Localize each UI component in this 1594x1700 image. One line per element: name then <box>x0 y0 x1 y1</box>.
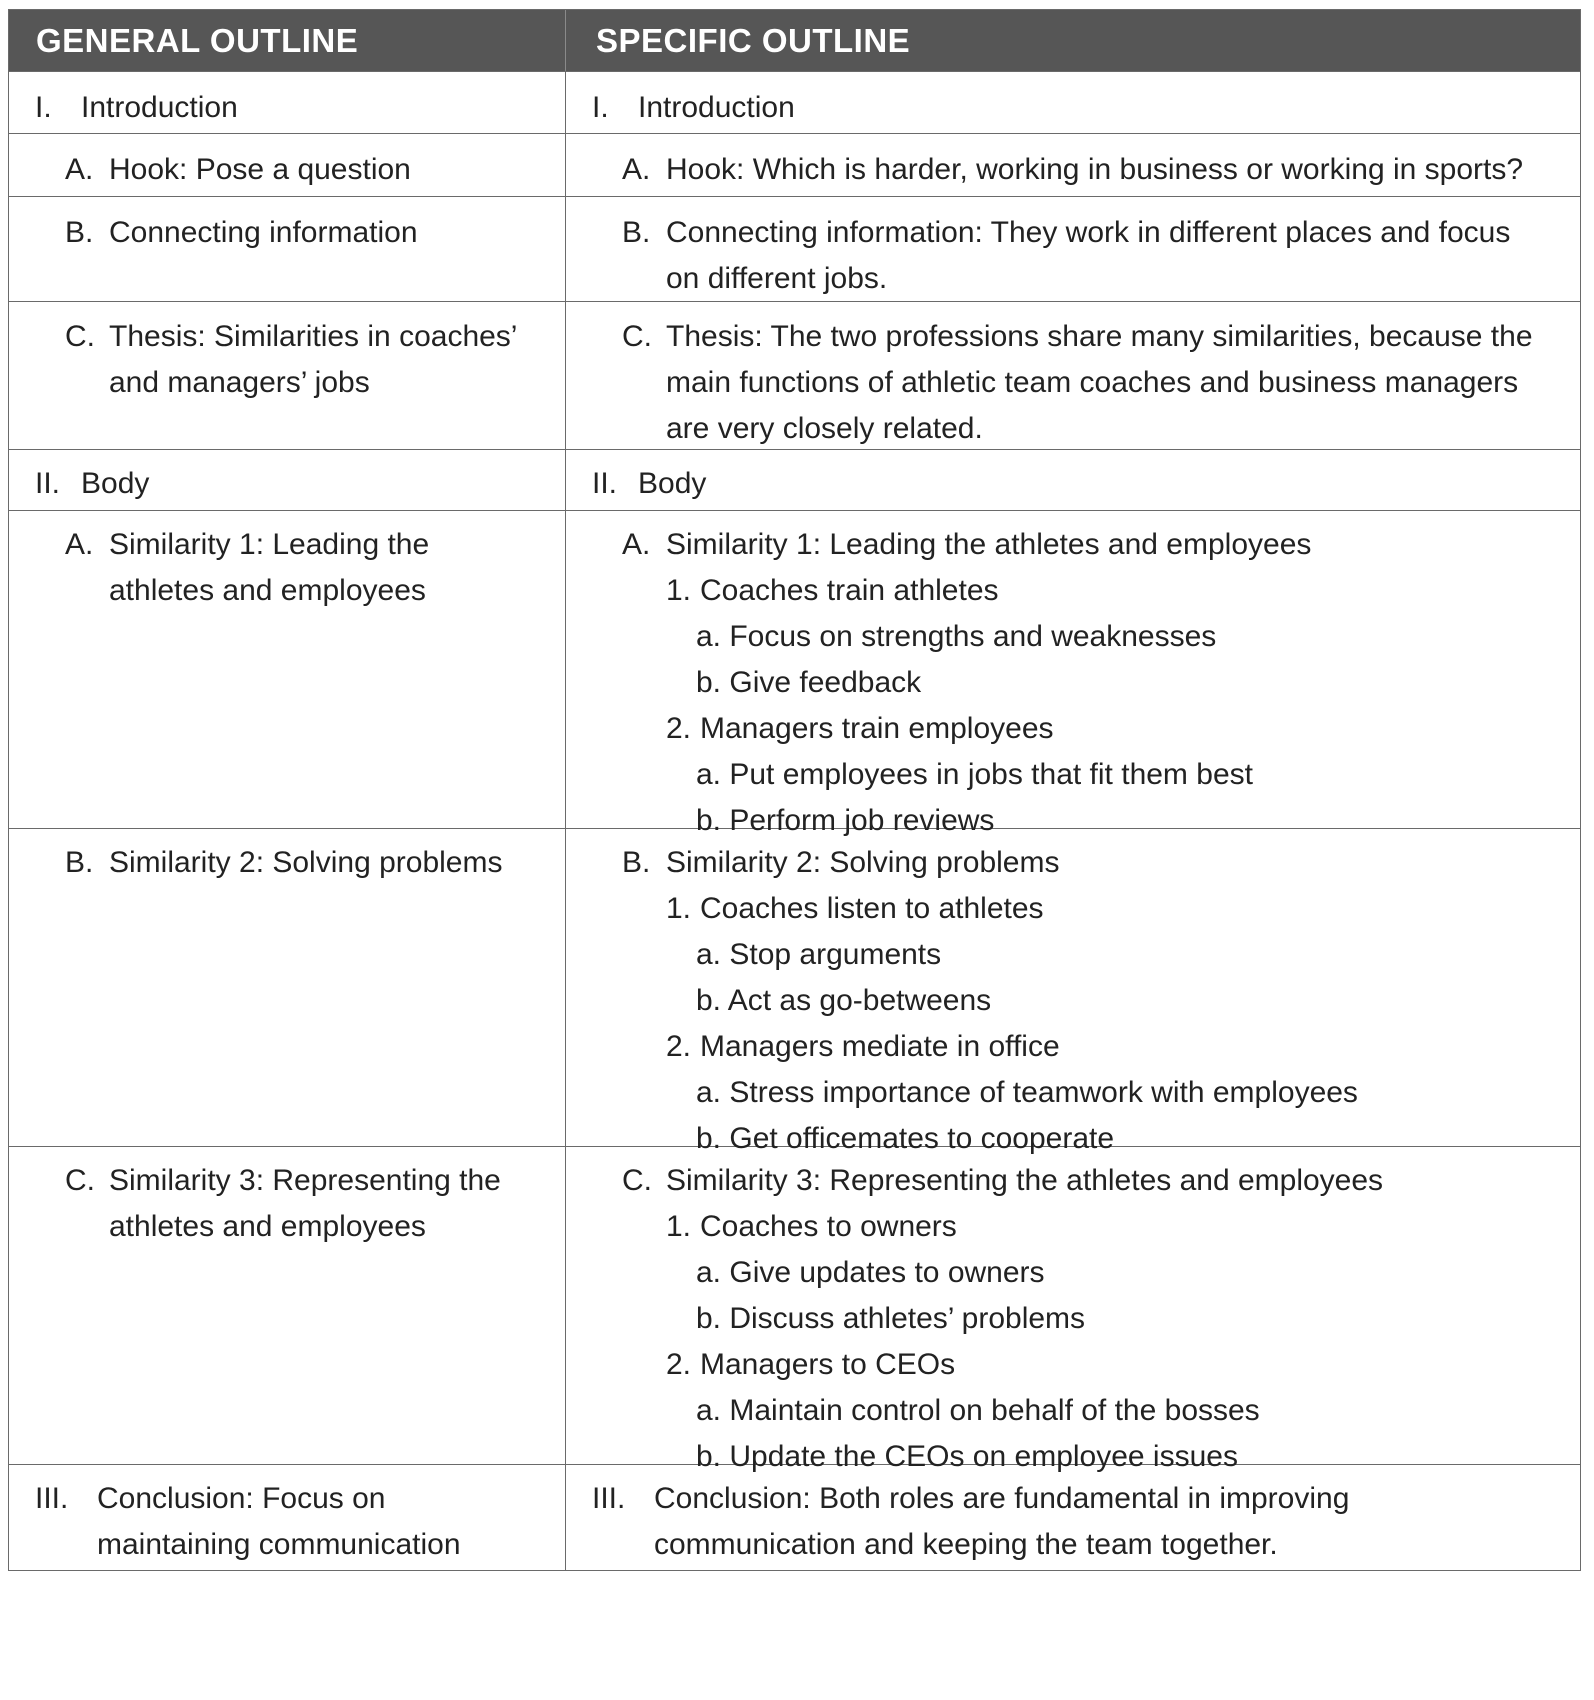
outline-marker: C. <box>65 1164 95 1197</box>
sub-point-marker: 2. <box>666 1348 692 1381</box>
outline-entry <box>622 147 1523 193</box>
specific-outline-cell <box>566 450 1580 510</box>
outline-table <box>8 9 1581 1571</box>
sub-sub-point-text: b. Act as go-betweens <box>696 984 992 1017</box>
outline-row <box>9 1146 1580 1473</box>
outline-row <box>9 828 1580 1155</box>
general-outline-cell <box>9 829 566 1146</box>
outline-entry <box>622 210 1510 302</box>
outline-text: Similarity 2: Solving problems <box>666 846 1060 879</box>
sub-point <box>622 568 1311 614</box>
outline-text: athletes and employees <box>109 1210 426 1243</box>
outline-entry <box>592 461 706 507</box>
outline-marker: B. <box>65 216 94 249</box>
specific-outline-header: SPECIFIC OUTLINE <box>596 22 911 59</box>
outline-text: Introduction <box>81 91 238 124</box>
outline-line <box>622 522 1311 568</box>
sub-sub-point <box>622 978 1358 1024</box>
sub-sub-point-text: b. Update the CEOs on employee issues <box>696 1440 1238 1473</box>
outline-marker: C. <box>622 320 652 353</box>
outline-marker: II. <box>35 467 61 500</box>
specific-outline-cell <box>566 134 1580 196</box>
outline-entry <box>592 85 795 131</box>
sub-sub-point-text: b. Get officemates to cooperate <box>696 1122 1115 1155</box>
outline-marker <box>65 1204 109 1250</box>
outline-text: communication and keeping the team together. <box>654 1528 1278 1561</box>
outline-line <box>65 360 517 406</box>
outline-line <box>65 568 429 614</box>
outline-line <box>592 461 706 507</box>
outline-text: Similarity 3: Representing the <box>109 1164 501 1197</box>
outline-row <box>9 510 1580 837</box>
sub-sub-point-text: a. Give updates to owners <box>696 1256 1045 1289</box>
sub-point-text: Coaches listen to athletes <box>700 892 1044 925</box>
sub-sub-point <box>622 752 1311 798</box>
outline-text: Similarity 3: Representing the athletes and employees <box>666 1164 1384 1197</box>
outline-marker: B. <box>622 846 651 879</box>
outline-marker: III. <box>592 1482 626 1515</box>
outline-marker <box>35 1522 97 1568</box>
sub-point <box>622 1024 1358 1070</box>
outline-text: on different jobs. <box>666 262 888 295</box>
sub-sub-point-text: a. Maintain control on behalf of the bosses <box>696 1394 1260 1427</box>
outline-marker: A. <box>622 528 651 561</box>
sub-point-marker: 2. <box>666 1030 692 1063</box>
outline-text: are very closely related. <box>666 412 983 445</box>
outline-text: Similarity 1: Leading the athletes and employees <box>666 528 1312 561</box>
outline-row <box>9 71 1580 133</box>
outline-line <box>65 314 517 360</box>
outline-entry <box>35 85 238 131</box>
sub-sub-point <box>622 932 1358 978</box>
sub-sub-point <box>622 614 1311 660</box>
outline-text: Hook: Pose a question <box>109 153 411 186</box>
outline-marker: A. <box>65 153 94 186</box>
outline-line <box>65 210 418 256</box>
specific-outline-cell <box>566 302 1580 449</box>
outline-text: Thesis: The two professions share many similarities, because the <box>666 320 1533 353</box>
general-outline-cell <box>9 511 566 828</box>
outline-entry <box>622 314 1533 452</box>
outline-text: Connecting information <box>109 216 418 249</box>
sub-sub-point <box>622 1388 1383 1434</box>
outline-entry <box>65 840 502 886</box>
sub-point-marker: 1. <box>666 1210 692 1243</box>
sub-point-text: Coaches train athletes <box>700 574 999 607</box>
outline-line <box>65 1158 501 1204</box>
sub-point <box>622 886 1358 932</box>
specific-outline-cell <box>566 72 1580 133</box>
outline-marker: I. <box>592 91 609 124</box>
outline-row <box>9 196 1580 301</box>
general-outline-cell <box>9 1465 566 1570</box>
sub-point-text: Managers train employees <box>700 712 1054 745</box>
outline-marker: I. <box>35 91 52 124</box>
outline-marker: B. <box>622 216 651 249</box>
outline-entry <box>65 1158 501 1250</box>
table-header-row <box>9 10 1580 71</box>
outline-line <box>35 461 149 507</box>
outline-text: Conclusion: Both roles are fundamental in improving <box>654 1482 1350 1515</box>
outline-line <box>35 85 238 131</box>
sub-sub-point-text: b. Perform job reviews <box>696 804 995 837</box>
outline-line <box>35 1476 461 1522</box>
outline-text: and managers’ jobs <box>109 366 370 399</box>
outline-line <box>622 256 1510 302</box>
sub-sub-point <box>622 1250 1383 1296</box>
outline-line <box>592 1476 1349 1522</box>
outline-row <box>9 301 1580 449</box>
sub-point <box>622 1204 1383 1250</box>
outline-line <box>622 1158 1383 1204</box>
outline-text: Body <box>81 467 150 500</box>
outline-entry <box>65 314 517 406</box>
outline-entry <box>622 522 1311 844</box>
outline-line <box>65 147 411 193</box>
outline-line <box>592 85 795 131</box>
outline-line <box>622 360 1533 406</box>
outline-marker <box>622 256 666 302</box>
outline-marker: C. <box>65 320 95 353</box>
outline-entry <box>622 840 1358 1162</box>
outline-line <box>65 1204 501 1250</box>
sub-point-marker: 1. <box>666 574 692 607</box>
sub-point-text: Managers mediate in office <box>700 1030 1060 1063</box>
sub-sub-point-text: b. Discuss athletes’ problems <box>696 1302 1086 1335</box>
sub-sub-point-text: a. Stress importance of teamwork with employees <box>696 1076 1358 1109</box>
outline-marker: B. <box>65 846 94 879</box>
sub-sub-point <box>622 1070 1358 1116</box>
outline-marker: C. <box>622 1164 652 1197</box>
sub-sub-point-text: b. Give feedback <box>696 666 922 699</box>
sub-point-text: Managers to CEOs <box>700 1348 956 1381</box>
outline-marker: A. <box>622 153 651 186</box>
outline-entry <box>592 1476 1349 1568</box>
outline-line <box>622 314 1533 360</box>
outline-marker <box>65 360 109 406</box>
outline-line <box>622 210 1510 256</box>
outline-row <box>9 449 1580 510</box>
general-outline-header: GENERAL OUTLINE <box>9 10 566 71</box>
outline-marker <box>622 406 666 452</box>
outline-marker <box>65 568 109 614</box>
outline-text: maintaining communication <box>97 1528 461 1561</box>
sub-point-text: Coaches to owners <box>700 1210 957 1243</box>
outline-line <box>622 406 1533 452</box>
outline-entry <box>35 461 149 507</box>
general-outline-cell <box>9 197 566 301</box>
specific-outline-cell <box>566 511 1580 837</box>
general-outline-cell <box>9 72 566 133</box>
outline-entry <box>35 1476 461 1568</box>
outline-entry <box>65 522 429 614</box>
outline-entry <box>622 1158 1383 1480</box>
outline-text: athletes and employees <box>109 574 426 607</box>
outline-text: Connecting information: They work in different places and focus <box>666 216 1511 249</box>
outline-row <box>9 1464 1580 1570</box>
specific-outline-cell <box>566 197 1580 301</box>
outline-text: Introduction <box>638 91 795 124</box>
general-outline-cell <box>9 302 566 449</box>
outline-row <box>9 133 1580 196</box>
outline-line <box>65 840 502 886</box>
outline-marker <box>622 360 666 406</box>
outline-entry <box>65 147 411 193</box>
outline-text: Similarity 2: Solving problems <box>109 846 503 879</box>
outline-line <box>622 147 1523 193</box>
outline-marker: A. <box>65 528 94 561</box>
outline-marker <box>592 1522 654 1568</box>
outline-marker: II. <box>592 467 618 500</box>
specific-outline-cell <box>566 1465 1580 1570</box>
outline-marker: III. <box>35 1482 69 1515</box>
outline-line <box>65 522 429 568</box>
general-outline-cell <box>9 450 566 510</box>
outline-entry <box>65 210 418 256</box>
specific-outline-cell <box>566 829 1580 1155</box>
sub-point-marker: 1. <box>666 892 692 925</box>
sub-sub-point-text: a. Put employees in jobs that fit them best <box>696 758 1253 791</box>
sub-sub-point <box>622 1296 1383 1342</box>
outline-line <box>35 1522 461 1568</box>
sub-point <box>622 1342 1383 1388</box>
sub-sub-point-text: a. Focus on strengths and weaknesses <box>696 620 1217 653</box>
sub-point <box>622 706 1311 752</box>
outline-text: Body <box>638 467 707 500</box>
outline-text: Conclusion: Focus on <box>97 1482 386 1515</box>
sub-sub-point <box>622 660 1311 706</box>
general-outline-cell <box>9 1147 566 1464</box>
outline-text: Thesis: Similarities in coaches’ <box>109 320 518 353</box>
general-outline-cell <box>9 134 566 196</box>
outline-text: Hook: Which is harder, working in business or working in sports? <box>666 153 1524 186</box>
sub-sub-point-text: a. Stop arguments <box>696 938 942 971</box>
sub-point-marker: 2. <box>666 712 692 745</box>
outline-line <box>592 1522 1349 1568</box>
specific-outline-cell <box>566 1147 1580 1473</box>
outline-text: Similarity 1: Leading the <box>109 528 430 561</box>
outline-line <box>622 840 1358 886</box>
outline-text: main functions of athletic team coaches and business managers <box>666 366 1519 399</box>
